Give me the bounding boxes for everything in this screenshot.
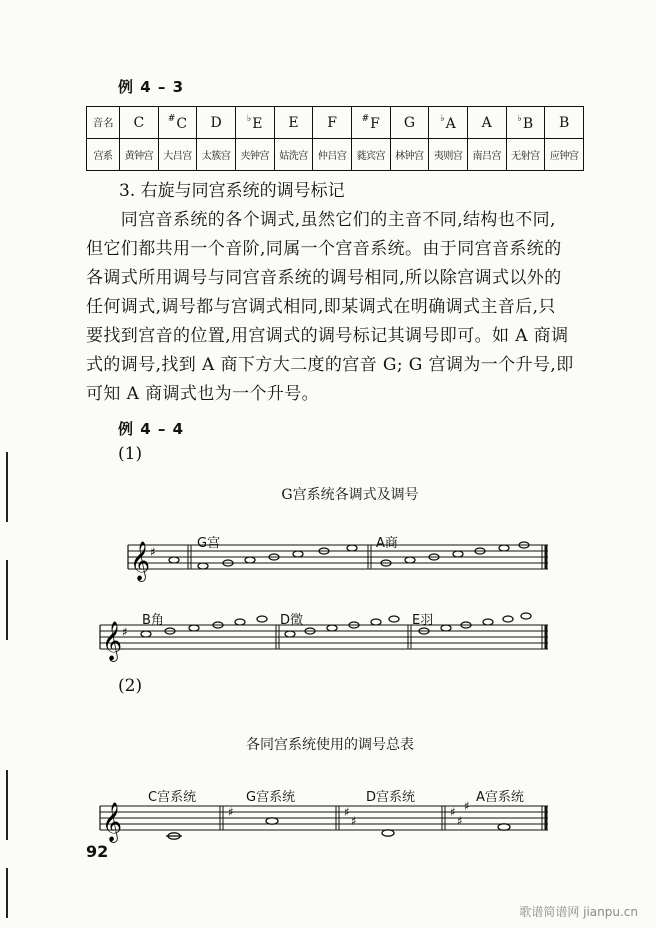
note-name-cell — [467, 107, 506, 139]
part-label-1: (1) — [118, 444, 143, 464]
note-letter: D — [210, 114, 222, 131]
note-name-cell — [158, 107, 197, 139]
note-letter: B — [522, 115, 534, 132]
note-name-cell — [120, 107, 159, 139]
example-label-4-3: 例 4 – 3 — [118, 78, 185, 96]
section-heading: 3. 右旋与同宫系统的调号标记 — [119, 181, 345, 201]
notes — [169, 542, 529, 569]
sharp-icon: # — [361, 113, 370, 124]
staff-3-svg — [100, 799, 550, 846]
note-system-table — [86, 106, 584, 171]
note-letter: F — [370, 115, 380, 132]
note-letter: B — [558, 114, 570, 131]
staff-label-b-jue: B角 — [142, 613, 164, 628]
sharp-a1: ♯ — [450, 805, 456, 819]
staff-b-jue-d-zhi-e-yu — [100, 621, 550, 665]
system-cell: 蕤宾宫 — [351, 139, 390, 171]
system-cell: 仲吕宫 — [313, 139, 352, 171]
sharp-g: ♯ — [228, 805, 234, 819]
note-name-cell — [197, 107, 236, 139]
paragraph-line: 各调式所用调号与同宫音系统的调号相同,所以除宫调式以外的 — [86, 268, 562, 288]
flat-icon: ♭ — [440, 113, 445, 124]
staff-label-a-shang: A商 — [376, 536, 398, 551]
staff-key-signature-table — [100, 799, 550, 846]
staff-label-g-system: G宫系统 — [246, 790, 296, 805]
note-name-cell — [235, 107, 274, 139]
system-cell: 太簇宫 — [197, 139, 236, 171]
caption-g-system: G宫系统各调式及调号 — [281, 487, 419, 503]
example-label-4-4: 例 4 – 4 — [118, 420, 185, 438]
paragraph-line: 式的调号,找到 A 商下方大二度的宫音 G; G 宫调为一个升号,即 — [86, 355, 574, 375]
system-cell: 林钟宫 — [390, 139, 429, 171]
note-letter: C — [133, 114, 145, 131]
paragraph-line: 但它们都共用一个音阶,同属一个宫音系统。由于同宫音系统的 — [86, 239, 562, 259]
system-cell: 黄钟宫 — [120, 139, 159, 171]
system-cell: 无射宫 — [506, 139, 545, 171]
note-name-cell — [313, 107, 352, 139]
staff-label-e-yu: E羽 — [412, 613, 434, 628]
margin-mark — [6, 452, 8, 522]
sharp-d1: ♯ — [344, 805, 350, 819]
staff-label-g-gong: G宫 — [197, 536, 221, 551]
note-name-row — [87, 107, 584, 139]
note-name-cell — [545, 107, 584, 139]
system-cell: 南吕宫 — [467, 139, 506, 171]
flat-icon: ♭ — [247, 113, 252, 124]
staff-label-c-system: C宫系统 — [148, 790, 197, 805]
paragraph-line: 可知 A 商调式也为一个升号。 — [86, 384, 320, 404]
sharp-d2: ♯ — [351, 814, 357, 828]
system-cell: 夷则宫 — [429, 139, 468, 171]
system-row — [87, 139, 584, 171]
margin-mark — [6, 560, 8, 640]
treble-clef: 𝄞 — [102, 802, 123, 842]
sharp-a2: ♯ — [457, 814, 463, 828]
note-letter: G — [403, 114, 416, 131]
row-header-note-name: 音名 — [87, 107, 120, 139]
margin-mark — [6, 868, 8, 918]
note-name-cell — [274, 107, 313, 139]
margin-mark — [6, 770, 8, 840]
staff-2-svg — [100, 621, 550, 665]
sharp-a3: ♯ — [464, 799, 470, 813]
treble-clef: 𝄞 — [102, 621, 123, 661]
key-sharp: ♯ — [150, 545, 156, 559]
note-name-cell — [429, 107, 468, 139]
flat-icon: ♭ — [517, 113, 522, 124]
system-cell: 应钟宫 — [545, 139, 584, 171]
note-name-cell — [506, 107, 545, 139]
paragraph-line: 任何调式,调号都与宫调式相同,即某调式在明确调式主音后,只 — [86, 297, 556, 317]
system-cell: 大吕宫 — [158, 139, 197, 171]
paragraph-line: 要找到宫音的位置,用宫调式的调号标记其调号即可。如 A 商调 — [86, 326, 569, 346]
body-paragraph — [86, 206, 606, 409]
note-letter: A — [445, 115, 456, 132]
paragraph-line: 同宫音系统的各个调式,虽然它们的主音不同,结构也不同, — [86, 210, 556, 230]
note-letter: E — [288, 114, 299, 131]
watermark: 歌谱简谱网 jianpu.cn — [519, 905, 638, 919]
system-cell: 姑洗宫 — [274, 139, 313, 171]
staff-label-a-system: A宫系统 — [476, 790, 524, 805]
note-name-cell — [390, 107, 429, 139]
row-header-system: 宫系 — [87, 139, 120, 171]
part-label-2: (2) — [118, 676, 143, 696]
note-letter: E — [252, 115, 263, 132]
note-name-cell — [351, 107, 390, 139]
system-cell: 夹钟宫 — [235, 139, 274, 171]
treble-clef: 𝄞 — [130, 541, 151, 581]
page-number: 92 — [86, 842, 109, 861]
key-sharp: ♯ — [122, 625, 128, 639]
note-letter: C — [176, 115, 188, 132]
note-letter: F — [327, 114, 337, 131]
staff-label-d-system: D宫系统 — [366, 790, 416, 805]
note-letter: A — [481, 114, 492, 131]
caption-key-signature-table: 各同宫系统使用的调号总表 — [246, 737, 414, 753]
sharp-icon: # — [167, 113, 176, 124]
staff-label-d-zhi: D徵 — [280, 613, 304, 628]
